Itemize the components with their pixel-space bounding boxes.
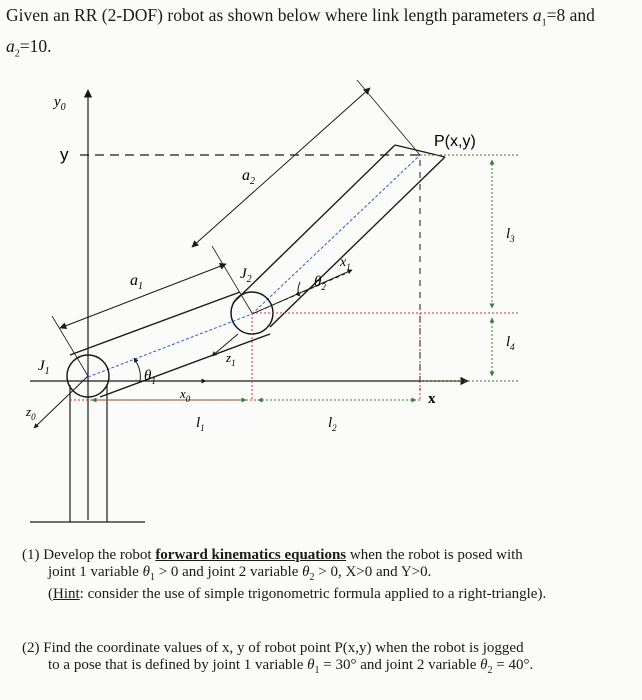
z1-arrow: [212, 334, 238, 356]
x0-label: $x_0$: [180, 386, 191, 404]
link-1-top: [70, 292, 240, 355]
a1-link-label: $a_1$: [130, 272, 143, 292]
a1-dimension-line: [60, 264, 226, 328]
link-2-centerline: [252, 155, 420, 314]
link-1-centerline: [88, 314, 252, 377]
theta1-arc: [134, 358, 140, 381]
l3-label: $l_3$: [506, 226, 515, 244]
theta2-label: $\theta_2$: [314, 274, 326, 292]
point-p-label: P(x,y): [434, 133, 476, 150]
l4-label: $l_4$: [506, 334, 515, 352]
a2-dimension-line: [192, 88, 370, 247]
z1-label: $z_1$: [226, 350, 236, 368]
z0-label: $z_0$: [26, 404, 36, 422]
problem-statement: Given an RR (2-DOF) robot as shown below where link length parameters $a_1=8$ and $a_2=10$.: [6, 5, 595, 59]
y-label: y: [60, 145, 69, 164]
l2-label: $l_2$: [328, 415, 337, 433]
a1-ext-left: [52, 316, 88, 376]
x-label: x: [428, 391, 436, 407]
question-1: (1) Develop the robot forward kinematics equations when the robot is posed with joint 1 variable $\theta_1 > 0$ and joint 2 variable $\theta_2 > 0$, X>0 and Y>0. (Hint: consider the use of simple trigonometric formula applied to a right-triangle).: [22, 547, 547, 602]
x1-label: $x_1$: [340, 255, 351, 272]
j2-label: $J_2$: [240, 266, 252, 285]
theta1-label: $\theta_1$: [144, 368, 156, 386]
j1-label: $J_1$: [38, 358, 50, 377]
l1-label: $l_1$: [196, 415, 205, 433]
question-2: (2) Find the coordinate values of x, y of robot point P(x,y) when the robot is jogged to a pose that is defined by joint 1 variable $\theta_1 = 30^\circ$ and joint 2 variable $\theta_2 = 40^\circ$.: [22, 640, 534, 676]
a2-ext-right: [357, 80, 420, 155]
y0-axis-label: $y_0$: [54, 94, 66, 113]
a2-link-label: $a_2$: [242, 167, 255, 187]
z0-axis: [34, 376, 88, 428]
